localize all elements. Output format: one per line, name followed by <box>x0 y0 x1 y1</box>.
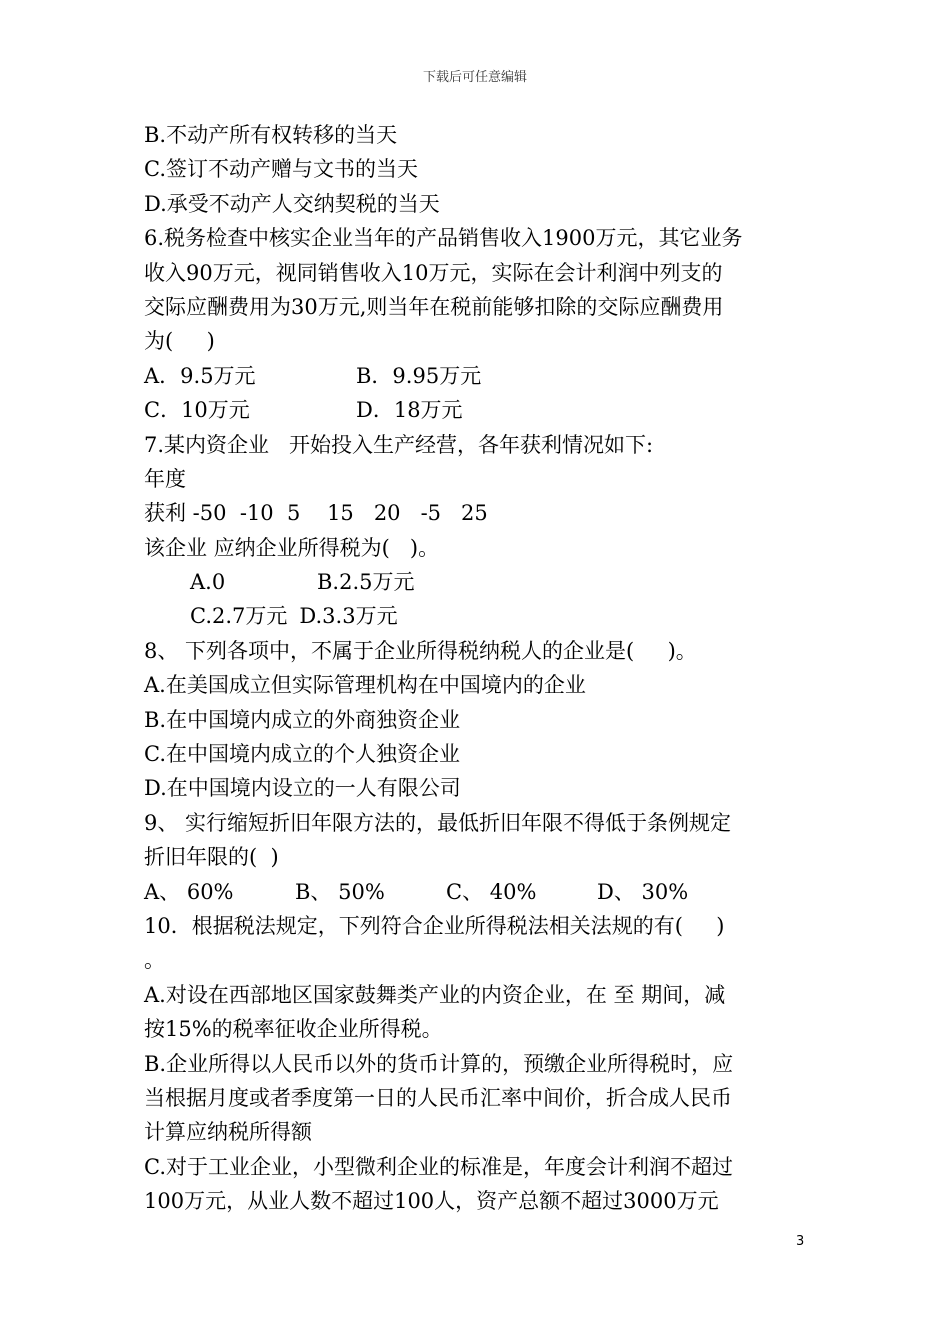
question-8-text: 8、 下列各项中，不属于企业所得税纳税人的企业是( )。 <box>144 638 697 663</box>
text-line: C.签订不动产赠与文书的当天 <box>144 157 418 182</box>
question-7-options-row <box>144 565 814 599</box>
question-10-text: 。 <box>144 948 165 973</box>
option-c-cont: 100万元，从业人数不超过100人，资产总额不超过3000万元 <box>144 1189 719 1214</box>
option-b: B、 50% <box>295 879 385 904</box>
question-7-text: 7.某内资企业 开始投入生产经营，各年获利情况如下: <box>144 432 654 457</box>
document-body <box>144 118 814 1219</box>
option-d: D、 30% <box>597 879 689 904</box>
question-6-text: 6.税务检查中核实企业当年的产品销售收入1900万元，其它业务 <box>144 226 743 251</box>
option-b: B.2.5万元 <box>317 570 415 595</box>
option-c: C.对于工业企业，小型微利企业的标准是，年度会计利润不超过 <box>144 1154 733 1179</box>
option-d: D.在中国境内设立的一人有限公司 <box>144 776 461 801</box>
text-line: B.不动产所有权转移的当天 <box>144 123 398 147</box>
option-a: A、 60% <box>144 879 234 904</box>
question-9-text: 折旧年限的( ) <box>144 845 279 870</box>
option-d: D．18万元 <box>356 398 463 423</box>
option-b: B.企业所得以人民币以外的货币计算的，预缴企业所得税时，应 <box>144 1051 734 1076</box>
option-a: A.0 <box>190 570 226 595</box>
question-7-text: 年度 <box>144 466 186 491</box>
text-line: D.承受不动产人交纳契税的当天 <box>144 191 440 216</box>
option-d: D.3.3万元 <box>299 604 398 629</box>
option-c: C.在中国境内成立的个人独资企业 <box>144 742 460 767</box>
page-header: 下载后可任意编辑 <box>422 70 527 85</box>
question-9-text: 9、 实行缩短折旧年限方法的，最低折旧年限不得低于条例规定 <box>144 810 732 835</box>
option-c: C.2.7万元 <box>190 604 288 629</box>
page-number: 3 <box>796 1234 805 1249</box>
option-a-cont: 按15%的税率征收企业所得税。 <box>144 1017 443 1042</box>
question-6-options-row <box>144 359 814 393</box>
question-6-text: 为( ) <box>144 329 215 354</box>
question-9-options-row <box>144 875 814 909</box>
option-a: A.对设在西部地区国家鼓舞类产业的内资企业，在 至 期间，减 <box>144 982 726 1007</box>
option-b: B.在中国境内成立的外商独资企业 <box>144 707 461 732</box>
question-6-text: 收入90万元，视同销售收入10万元，实际在会计利润中列支的 <box>144 260 723 285</box>
question-7-options-row <box>144 599 814 633</box>
question-10-text: 10．根据税法规定，下列符合企业所得税法相关法规的有( ) <box>144 913 725 938</box>
question-7-text: 获利 -50 -10 5 15 20 -5 25 <box>144 501 488 526</box>
option-c: C．10万元 <box>144 398 250 423</box>
option-b-cont: 当根据月度或者季度第一日的人民币汇率中间价，折合成人民币 <box>144 1085 732 1110</box>
option-a: A.在美国成立但实际管理机构在中国境内的企业 <box>144 673 586 698</box>
option-b: B．9.95万元 <box>356 363 482 388</box>
option-a: A．9.5万元 <box>144 363 256 388</box>
question-6-options-row <box>144 393 814 427</box>
question-7-text: 该企业 应纳企业所得税为( )。 <box>144 535 440 560</box>
option-c: C、 40% <box>446 879 537 904</box>
option-b-cont: 计算应纳税所得额 <box>144 1120 312 1145</box>
question-6-text: 交际应酬费用为30万元,则当年在税前能够扣除的交际应酬费用 <box>144 294 724 319</box>
